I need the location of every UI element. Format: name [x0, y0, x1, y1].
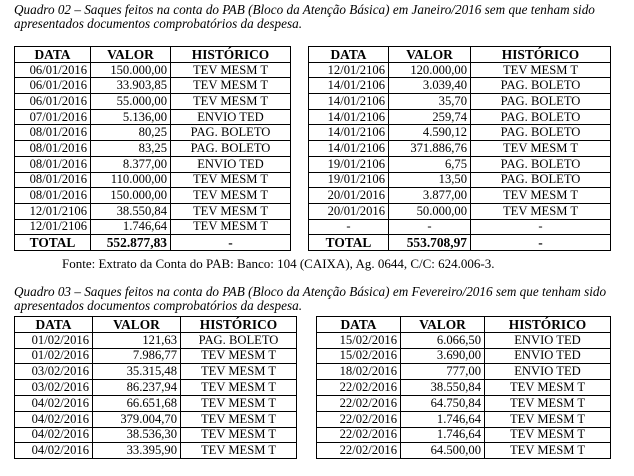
- column-header: DATA: [15, 317, 93, 333]
- value-cell: 120.000,00: [389, 62, 471, 78]
- table-row: [15, 348, 611, 364]
- date-cell: 07/01/2016: [15, 109, 91, 125]
- column-gap: [297, 348, 317, 364]
- date-cell: 20/01/2016: [309, 203, 389, 219]
- history-cell: TEV MESM T: [471, 141, 611, 157]
- history-cell: TEV MESM T: [171, 188, 291, 204]
- table-row: [15, 78, 611, 94]
- quadro2-table: [14, 46, 611, 251]
- column-gap: [297, 380, 317, 396]
- column-header: VALOR: [91, 47, 171, 63]
- table-row: [15, 172, 611, 188]
- value-cell: 55.000,00: [91, 94, 171, 110]
- history-cell: PAG. BOLETO: [181, 332, 297, 348]
- history-cell: TEV MESM T: [485, 380, 611, 396]
- history-cell: TEV MESM T: [181, 411, 297, 427]
- date-cell: 08/01/2016: [15, 172, 91, 188]
- value-cell: 8.377,00: [91, 156, 171, 172]
- date-cell: 22/02/2016: [317, 395, 401, 411]
- value-cell: 259,74: [389, 109, 471, 125]
- column-gap: [291, 141, 309, 157]
- total-history: -: [171, 235, 291, 251]
- date-cell: 12/01/2106: [15, 219, 91, 235]
- total-row: [15, 235, 611, 251]
- history-cell: ENVIO TED: [485, 348, 611, 364]
- date-cell: 04/02/2016: [15, 395, 93, 411]
- history-cell: TEV MESM T: [171, 219, 291, 235]
- value-cell: 150.000,00: [91, 188, 171, 204]
- column-gap: [297, 364, 317, 380]
- date-cell: 14/01/2106: [309, 78, 389, 94]
- value-cell: 121,63: [93, 332, 181, 348]
- history-cell: PAG. BOLETO: [471, 94, 611, 110]
- table-row: [15, 109, 611, 125]
- column-header: HISTÓRICO: [471, 47, 611, 63]
- history-cell: TEV MESM T: [485, 443, 611, 459]
- column-header: VALOR: [401, 317, 485, 333]
- date-cell: 01/02/2016: [15, 348, 93, 364]
- history-cell: TEV MESM T: [171, 62, 291, 78]
- history-cell: TEV MESM T: [485, 395, 611, 411]
- history-cell: TEV MESM T: [181, 364, 297, 380]
- history-cell: PAG. BOLETO: [171, 125, 291, 141]
- column-gap: [291, 47, 309, 63]
- history-cell: TEV MESM T: [171, 94, 291, 110]
- value-cell: 3.039,40: [389, 78, 471, 94]
- date-cell: 19/01/2106: [309, 172, 389, 188]
- value-cell: 777,00: [401, 364, 485, 380]
- value-cell: 150.000,00: [91, 62, 171, 78]
- date-cell: 04/02/2016: [15, 443, 93, 459]
- date-cell: 14/01/2106: [309, 109, 389, 125]
- header-row: [15, 317, 611, 333]
- table-row: [15, 203, 611, 219]
- value-cell: 7.986,77: [93, 348, 181, 364]
- table-row: [15, 62, 611, 78]
- total-value: 552.877,83: [91, 235, 171, 251]
- history-cell: TEV MESM T: [471, 62, 611, 78]
- column-header: HISTÓRICO: [181, 317, 297, 333]
- table-row: [15, 427, 611, 443]
- total-value: 553.708,97: [389, 235, 471, 251]
- quadro2-caption: Quadro 02 – Saques feitos na conta do PAB (Bloco da Atenção Básica) em Janeiro/2016 sem que tenham sido apresentados documentos comprobatórios da despesa.: [14, 2, 595, 31]
- total-label: TOTAL: [309, 235, 389, 251]
- date-cell: 06/01/2016: [15, 78, 91, 94]
- column-gap: [291, 62, 309, 78]
- column-gap: [297, 427, 317, 443]
- date-cell: 01/02/2016: [15, 332, 93, 348]
- date-cell: 08/01/2016: [15, 188, 91, 204]
- date-cell: 08/01/2016: [15, 125, 91, 141]
- quadro3-caption: Quadro 03 – Saques feitos na conta do PAB (Bloco da Atenção Básica) em Fevereiro/2016 sem que tenham sido apresentados documentos comprobatórios da despesa.: [14, 284, 607, 313]
- column-gap: [291, 172, 309, 188]
- value-cell: 4.590,12: [389, 125, 471, 141]
- history-cell: PAG. BOLETO: [471, 172, 611, 188]
- column-gap: [291, 94, 309, 110]
- date-cell: -: [309, 219, 389, 235]
- column-header: VALOR: [389, 47, 471, 63]
- table-row: [15, 411, 611, 427]
- value-cell: 33.395,90: [93, 443, 181, 459]
- date-cell: 04/02/2016: [15, 411, 93, 427]
- value-cell: 38.536,30: [93, 427, 181, 443]
- value-cell: 3.877,00: [389, 188, 471, 204]
- column-gap: [291, 78, 309, 94]
- table-row: [15, 395, 611, 411]
- table-row: [15, 332, 611, 348]
- value-cell: 1.746,64: [401, 427, 485, 443]
- column-gap: [291, 156, 309, 172]
- history-cell: TEV MESM T: [485, 427, 611, 443]
- history-cell: ENVIO TED: [485, 332, 611, 348]
- value-cell: 1.746,64: [401, 411, 485, 427]
- history-cell: TEV MESM T: [471, 188, 611, 204]
- table-row: [15, 188, 611, 204]
- quadro2-source: Fonte: Extrato da Conta do PAB: Banco: 104 (CAIXA), Ag. 0644, C/C: 624.006-3.: [62, 256, 495, 271]
- date-cell: 22/02/2016: [317, 443, 401, 459]
- history-cell: TEV MESM T: [485, 411, 611, 427]
- column-gap: [291, 219, 309, 235]
- value-cell: 3.690,00: [401, 348, 485, 364]
- history-cell: TEV MESM T: [181, 443, 297, 459]
- column-gap: [291, 203, 309, 219]
- history-cell: PAG. BOLETO: [471, 125, 611, 141]
- value-cell: 110.000,00: [91, 172, 171, 188]
- total-history: -: [471, 235, 611, 251]
- column-gap: [291, 188, 309, 204]
- header-row: [15, 47, 611, 63]
- history-cell: TEV MESM T: [181, 395, 297, 411]
- date-cell: 06/01/2016: [15, 62, 91, 78]
- value-cell: 38.550,84: [401, 380, 485, 396]
- date-cell: 18/02/2016: [317, 364, 401, 380]
- table-row: [15, 125, 611, 141]
- value-cell: 371.886,76: [389, 141, 471, 157]
- value-cell: 50.000,00: [389, 203, 471, 219]
- table-row: [15, 443, 611, 459]
- value-cell: 66.651,68: [93, 395, 181, 411]
- column-gap: [291, 235, 309, 251]
- value-cell: 80,25: [91, 125, 171, 141]
- value-cell: 38.550,84: [91, 203, 171, 219]
- table-row: [15, 219, 611, 235]
- value-cell: 1.746,64: [91, 219, 171, 235]
- date-cell: 22/02/2016: [317, 427, 401, 443]
- history-cell: PAG. BOLETO: [471, 78, 611, 94]
- value-cell: 64.750,84: [401, 395, 485, 411]
- history-cell: TEV MESM T: [171, 172, 291, 188]
- value-cell: 6,75: [389, 156, 471, 172]
- history-cell: TEV MESM T: [171, 203, 291, 219]
- history-cell: PAG. BOLETO: [471, 109, 611, 125]
- table-row: [15, 156, 611, 172]
- total-label: TOTAL: [15, 235, 91, 251]
- history-cell: ENVIO TED: [171, 109, 291, 125]
- value-cell: 379.004,70: [93, 411, 181, 427]
- history-cell: ENVIO TED: [171, 156, 291, 172]
- date-cell: 20/01/2016: [309, 188, 389, 204]
- history-cell: TEV MESM T: [181, 348, 297, 364]
- column-header: HISTÓRICO: [171, 47, 291, 63]
- table-row: [15, 141, 611, 157]
- column-header: DATA: [317, 317, 401, 333]
- history-cell: PAG. BOLETO: [171, 141, 291, 157]
- column-header: VALOR: [93, 317, 181, 333]
- date-cell: 15/02/2016: [317, 348, 401, 364]
- date-cell: 12/01/2106: [15, 203, 91, 219]
- history-cell: TEV MESM T: [171, 78, 291, 94]
- date-cell: 22/02/2016: [317, 380, 401, 396]
- date-cell: 14/01/2106: [309, 125, 389, 141]
- column-gap: [297, 411, 317, 427]
- history-cell: PAG. BOLETO: [471, 156, 611, 172]
- value-cell: 13,50: [389, 172, 471, 188]
- value-cell: 35,70: [389, 94, 471, 110]
- history-cell: TEV MESM T: [471, 203, 611, 219]
- value-cell: 35.315,48: [93, 364, 181, 380]
- date-cell: 08/01/2016: [15, 156, 91, 172]
- table-row: [15, 364, 611, 380]
- date-cell: 06/01/2016: [15, 94, 91, 110]
- date-cell: 15/02/2016: [317, 332, 401, 348]
- table-row: [15, 380, 611, 396]
- date-cell: 12/01/2106: [309, 62, 389, 78]
- column-gap: [291, 125, 309, 141]
- date-cell: 22/02/2016: [317, 411, 401, 427]
- value-cell: 6.066,50: [401, 332, 485, 348]
- date-cell: 08/01/2016: [15, 141, 91, 157]
- column-gap: [297, 317, 317, 333]
- value-cell: 86.237,94: [93, 380, 181, 396]
- value-cell: 5.136,00: [91, 109, 171, 125]
- column-gap: [297, 395, 317, 411]
- table-row: [15, 94, 611, 110]
- column-header: DATA: [15, 47, 91, 63]
- column-gap: [291, 109, 309, 125]
- value-cell: 83,25: [91, 141, 171, 157]
- history-cell: ENVIO TED: [485, 364, 611, 380]
- column-header: DATA: [309, 47, 389, 63]
- column-header: HISTÓRICO: [485, 317, 611, 333]
- date-cell: 14/01/2106: [309, 94, 389, 110]
- value-cell: 64.500,00: [401, 443, 485, 459]
- date-cell: 03/02/2016: [15, 380, 93, 396]
- quadro3-table: [14, 316, 611, 459]
- column-gap: [297, 443, 317, 459]
- date-cell: 14/01/2106: [309, 141, 389, 157]
- date-cell: 04/02/2016: [15, 427, 93, 443]
- history-cell: -: [471, 219, 611, 235]
- date-cell: 19/01/2106: [309, 156, 389, 172]
- date-cell: 03/02/2016: [15, 364, 93, 380]
- value-cell: -: [389, 219, 471, 235]
- history-cell: TEV MESM T: [181, 380, 297, 396]
- column-gap: [297, 332, 317, 348]
- history-cell: TEV MESM T: [181, 427, 297, 443]
- value-cell: 33.903,85: [91, 78, 171, 94]
